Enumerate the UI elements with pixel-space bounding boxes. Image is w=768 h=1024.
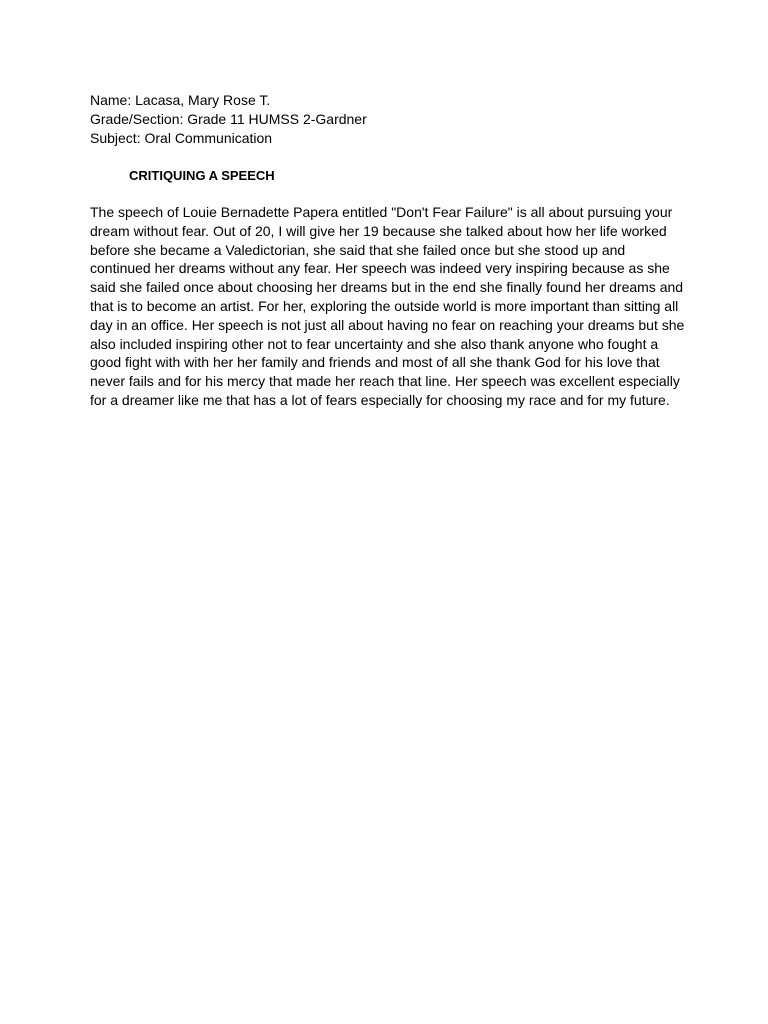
paragraph-line: never fails and for his mercy that made her reach that line. Her speech was excellent especially <box>90 373 680 390</box>
paragraph-line: dream without fear. Out of 20, I will give her 19 because she talked about how her life worked <box>90 222 667 239</box>
document-title: CRITIQUING A SPEECH <box>129 168 275 183</box>
paragraph-line: also included inspiring other not to fear uncertainty and she also thank anyone who fought a <box>90 335 659 352</box>
student-info-header <box>90 91 680 148</box>
paragraph-line: good fight with with her her family and friends and most of all she thank God for his love that <box>90 354 660 371</box>
grade-section: Grade/Section: Grade 11 HUMSS 2-Gardner <box>90 111 367 127</box>
paragraph-line: continued her dreams without any fear. Her speech was indeed very inspiring because as she <box>90 260 670 277</box>
paragraph-line: day in an office. Her speech is not just all about having no fear on reaching your dreams but she <box>90 316 685 333</box>
paragraph-line: said she failed once about choosing her dreams but in the end she finally found her dreams and <box>90 279 684 296</box>
student-name: Name: Lacasa, Mary Rose T. <box>90 92 271 108</box>
document-page <box>90 91 685 410</box>
critique-paragraph <box>90 203 685 410</box>
paragraph-line: The speech of Louie Bernadette Papera entitled "Don't Fear Failure" is all about pursuing your <box>90 204 673 220</box>
paragraph-line: for a dreamer like me that has a lot of fears especially for choosing my race and for my future. <box>90 391 670 408</box>
paragraph-line: before she became a Valedictorian, she said that she failed once but she stood up and <box>90 241 626 258</box>
paragraph-line: that is to become an artist. For her, exploring the outside world is more important than sitting all <box>90 297 679 314</box>
subject: Subject: Oral Communication <box>90 130 273 146</box>
